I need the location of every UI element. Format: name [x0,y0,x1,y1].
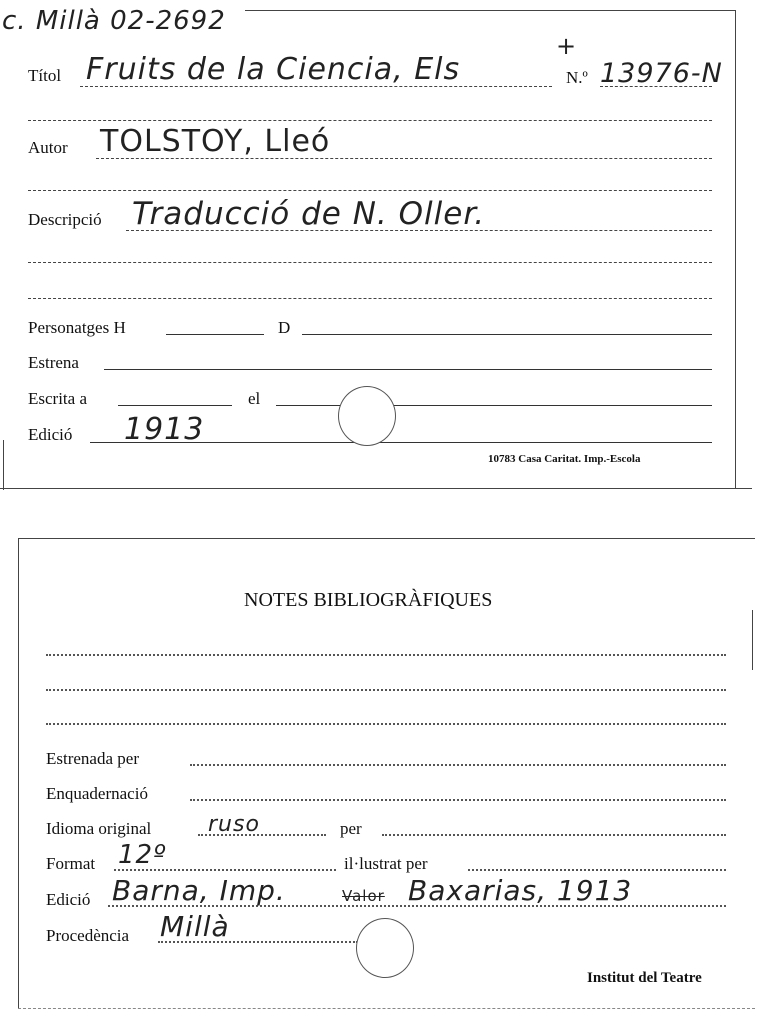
el-label: el [248,389,261,408]
descripcio-label: Descripció [28,210,102,229]
personatges-h-line [166,334,264,335]
descripcio-line-2 [28,262,712,263]
catalog-reference: c. Millà 02-2692 [2,6,226,36]
estrenada-line [190,764,726,766]
escrita-line [118,405,232,406]
illustrat-label: il·lustrat per [344,854,428,873]
notes-line-1 [46,654,726,656]
estrena-line [104,369,712,370]
d-label: D [278,318,291,337]
number-label: N.º [566,68,588,87]
edicio2-label: Edició [46,890,91,909]
autor-value: TOLSTOY, Lleó [100,124,331,159]
notes-line-3 [46,723,726,725]
descripcio-line-3 [28,298,712,299]
notes-heading: NOTES BIBLIOGRÀFIQUES [244,589,493,611]
personatges-label: Personatges H [28,318,126,337]
idioma-label: Idioma original [46,819,152,838]
card2-right-edge [752,610,753,670]
card2-bottom-border [18,1008,755,1009]
per-line [382,834,726,836]
enquadernacio-label: Enquadernació [46,784,148,803]
cross-mark: + [556,32,578,60]
notes-line-2 [46,689,726,691]
card2-top-border [18,538,755,539]
titol-line-2 [28,120,712,121]
edicio2-struck: Valor [342,887,385,905]
descripcio-value: Traducció de N. Oller. [132,196,486,232]
escrita-label: Escrita a [28,389,87,408]
enquadernacio-line [190,799,726,801]
autor-label: Autor [28,138,68,157]
format-label: Format [46,854,96,873]
titol-value: Fruits de la Ciencia, Els [86,52,461,87]
card1-punch-hole [338,386,396,446]
procedencia-value: Millà [160,910,230,943]
illustrat-line [468,869,726,871]
estrenada-label: Estrenada per [46,749,139,768]
idioma-value: ruso [208,812,260,837]
card1-bottom-border [0,488,752,489]
number-value: 13976-N [600,58,723,89]
personatges-d-line [302,334,712,335]
format-value: 12º [118,840,167,870]
edicio2-value-a: Barna, Imp. [112,874,286,907]
card1-top-border [245,10,735,11]
card2-punch-hole [356,918,414,978]
estrena-label: Estrena [28,353,79,372]
card1-left-edge [3,440,4,490]
edicio-label: Edició [28,425,73,444]
institution-stamp: Institut del Teatre [587,970,702,986]
edicio-value: 1913 [124,412,205,447]
edicio2-value-b: Baxarias, 1913 [408,874,633,907]
procedencia-label: Procedència [46,926,130,945]
card1-right-border [735,10,736,488]
titol-label: Títol [28,66,62,85]
card2-left-border [18,538,19,1008]
per-label: per [340,819,362,838]
printer-imprint: 10783 Casa Caritat. Imp.-Escola [488,453,641,465]
autor-line-2 [28,190,712,191]
